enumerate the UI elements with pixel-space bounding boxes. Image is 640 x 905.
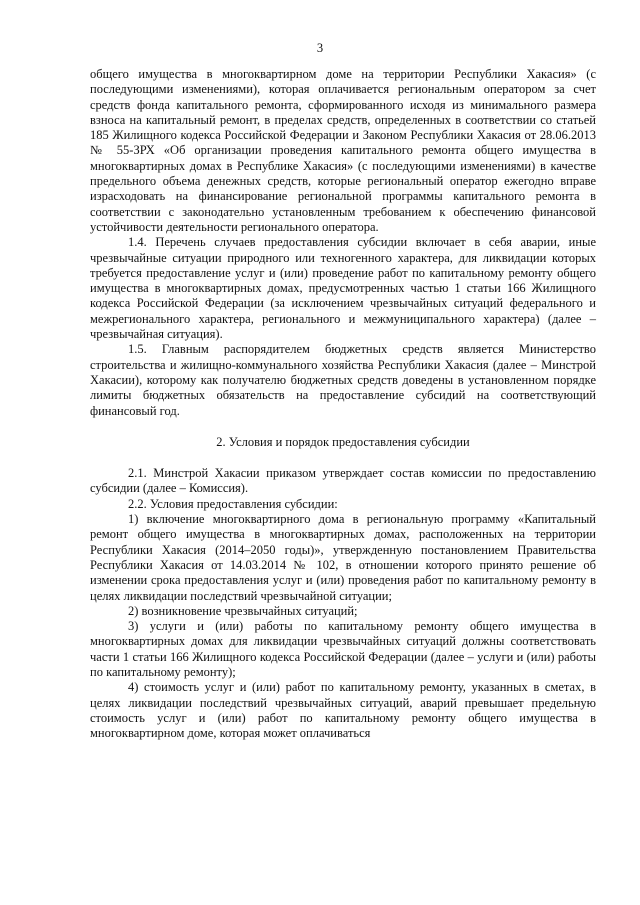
- page-number: 3: [316, 41, 324, 55]
- document-body: [90, 67, 596, 741]
- paragraph-1-5: 1.5. Главным распорядителем бюджетных средств является Министерство строительства и жилищно-коммунального хозяйства Республики Хакасия (далее – Минстрой Хакасии), которому как получателю бюджетных средств доведены в установленном порядке лимиты бюджетных обязательств на предоставление субсидий на соответствующий финансовый год.: [90, 342, 596, 418]
- condition-item-4: 4) стоимость услуг и (или) работ по капитальному ремонту, указанных в сметах, в целях ликвидации последствий чрезвычайных ситуаций, аварий превышает предельную стоимость услуг и (или) работ по капитальному ремонту общего имущества в многоквартирном доме, которая может оплачиваться: [90, 680, 596, 741]
- paragraph-2-1: 2.1. Минстрой Хакасии приказом утверждает состав комиссии по предоставлению субсидии (далее – Комиссия).: [90, 466, 596, 496]
- continuation-paragraph: общего имущества в многоквартирном доме на территории Республики Хакасия» (с последующими изменениями), которая оплачивается региональным оператором за счет средств фонда капитального ремонта, сформированного исходя из минимального размера взноса на капитальный ремонт, в пределах средств, определенных в соответствии со статьей 185 Жилищного кодекса Российской Федерации и Законом Республики Хакасия от 28.06.2013 № 55-ЗРХ «Об организации проведения капитального ремонта общего имущества в многоквартирных домах в Республике Хакасия» (с последующими изменениями) в качестве предельного объема денежных средств, которые региональный оператор ежегодно вправе израсходовать на финансирование региональной программы капитального ремонта в соответствии с законодательно установленным требованием к обеспечению финансовой устойчивости деятельности регионального оператора.: [90, 67, 596, 234]
- condition-item-2: 2) возникновение чрезвычайных ситуаций;: [128, 603, 358, 618]
- paragraph-2-2: 2.2. Условия предоставления субсидии:: [128, 496, 338, 511]
- condition-item-3: 3) услуги и (или) работы по капитальному ремонту общего имущества в многоквартирных домах для ликвидации чрезвычайных ситуаций должны соответствовать части 1 статьи 166 Жилищного кодекса Российской Федерации (далее – услуги и (или) работы по капитальному ремонту);: [90, 619, 596, 679]
- condition-item-1: 1) включение многоквартирного дома в региональную программу «Капитальный ремонт общего имущества в многоквартирных домах, расположенных на территории Республики Хакасия (2014–2050 годы)», утвержденную постановлением Правительства Республики Хакасия от 14.03.2014 № 102, в отношении которого принято решение об изменении срока предоставления услуг и (или) проведения работ по капитальному ремонту в целях ликвидации последствий чрезвычайной ситуации;: [90, 512, 596, 603]
- paragraph-1-4: 1.4. Перечень случаев предоставления субсидии включает в себя аварии, иные чрезвычайные ситуации природного или техногенного характера, для ликвидации которых требуется предоставление услуг и (или) проведение работ по капитальному ремонту общего имущества в многоквартирных домах, предусмотренных частью 1 статьи 166 Жилищного кодекса Российской Федерации (за исключением чрезвычайных ситуаций федерального и межрегионального характера, регионального и межмуниципального характера) (далее – чрезвычайная ситуация).: [90, 235, 596, 342]
- section-2-heading: 2. Условия и порядок предоставления субсидии: [216, 434, 470, 449]
